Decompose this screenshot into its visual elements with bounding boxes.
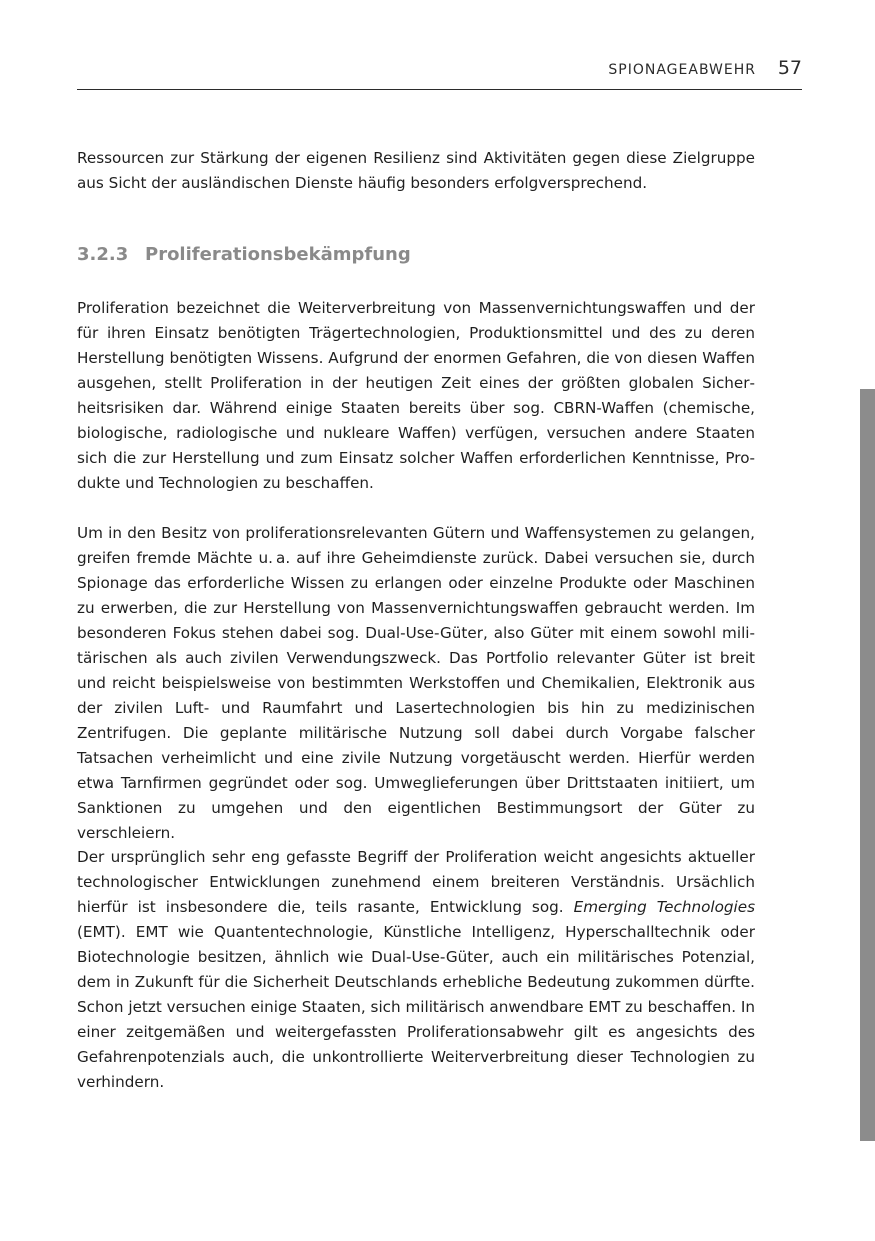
intro-paragraph: Ressourcen zur Stärkung der eigenen Resilienz sind Aktivitäten gegen diese Zielgruppe aus Sicht der ausländischen Dienste häufig besonders erfolgversprechend. <box>77 149 755 192</box>
section-title: Proliferationsbekämpfung <box>145 244 411 265</box>
section-heading <box>77 244 411 265</box>
paragraph-dual-use: Um in den Besitz von proliferationsrelevanten Gütern und Waffensystemen zu gelangen, greifen fremde Mächte u. a. auf ihre Geheimdienste zurück. Dabei versuchen sie, durch Spionage das erforderliche Wissen zu erlangen oder einzelne Produkte oder Maschinen zu erwerben, die zur Herstellung von Massenvernichtungswaffen gebraucht werden. Im besonderen Fokus stehen dabei sog. Dual-Use-Güter, also Güter mit einem sowohl militärischen als auch zivilen Verwendungszweck. Das Portfolio relevanter Güter ist breit und reicht beispielsweise von bestimmten Werkstoffen und Chemikalien, Elektronik aus der zivilen Luft- und Raumfahrt und Lasertechnologien bis hin zu medizinischen Zentrifugen. Die geplante militärische Nutzung soll dabei durch Vorgabe falscher Tatsachen verheimlicht und eine zivile Nutzung vorgetäuscht werden. Hierfür werden etwa Tarnfirmen gegründet oder sog. Umweglieferungen über Drittstaaten initiiert, um Sanktionen zu umgehen und den eigentlichen Bestimmungsort der Güter zu verschleiern. <box>77 524 755 842</box>
page-header <box>77 56 802 90</box>
emt-text-after: (EMT). EMT wie Quantentechnologie, Künstliche Intelligenz, Hyperschalltechnik oder Biotechnologie besitzen, ähnlich wie Dual-Use-Güter, auch ein militärisches Potenzial, dem in Zukunft für die Sicherheit Deutschlands erhebliche Bedeutung zukommen dürfte. Schon jetzt versuchen einige Staaten, sich militärisch anwendbare EMT zu beschaffen. In einer zeitgemäßen und weitergefassten Proliferationsabwehr gilt es angesichts des Gefahrenpotenzials auch, die unkontrollierte Weiterverbreitung dieser Technologien zu verhindern. <box>77 923 755 1091</box>
chapter-thumb-tab <box>860 389 875 1141</box>
section-number: 3.2.3 <box>77 244 129 265</box>
page-number: 57 <box>777 57 802 79</box>
paragraph-proliferation-definition: Proliferation bezeichnet die Weiterverbreitung von Massenvernichtungswaffen und der für ihren Einsatz benötigten Trägertechnologien, Produktionsmittel und des zu deren Herstellung benötigten Wissens. Aufgrund der enormen Gefahren, die von diesen Waffen ausgehen, stellt Proliferation in der heutigen Zeit eines der größten globalen Sicherheitsrisiken dar. Während einige Staaten bereits über sog. CBRN-Waffen (chemische, biologische, radiologische und nukleare Waffen) verfügen, versuchen andere Staaten sich die zur Herstellung und zum Einsatz solcher Waffen erforderlichen Kenntnisse, Produkte und Technologien zu beschaffen. <box>77 299 755 492</box>
emt-emphasis: Emerging Technologies <box>573 898 755 916</box>
emt-text-before: Der ursprünglich sehr eng gefasste Begriff der Proliferation weicht angesichts aktueller technologischer Entwicklungen zunehmend einem breiteren Verständnis. Ursächlich hierfür ist insbesondere die, teils rasante, Entwicklung sog. <box>77 848 755 916</box>
running-title: SPIONAGEABWEHR <box>608 62 756 78</box>
paragraph-emerging-technologies <box>77 845 755 1095</box>
